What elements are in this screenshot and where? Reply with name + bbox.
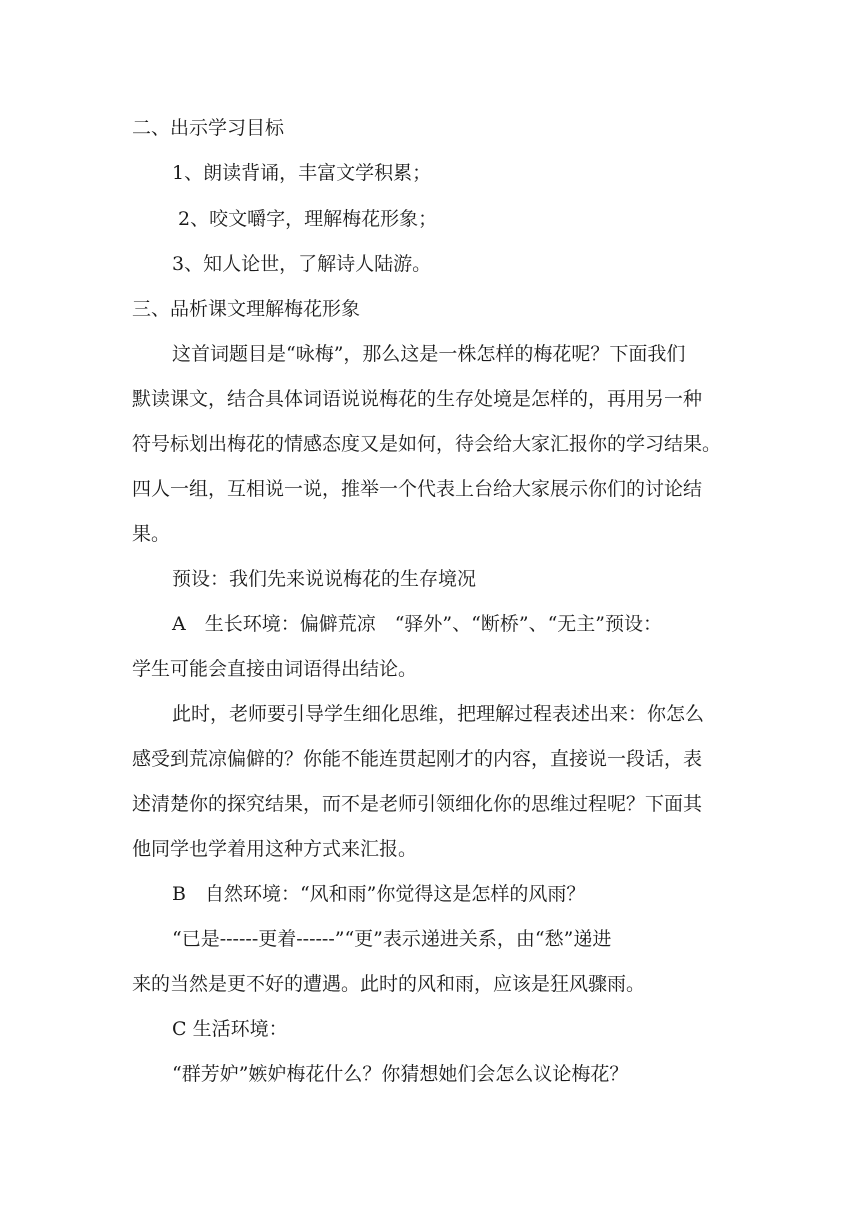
paragraph-line: “群芳妒”嫉妒梅花什么？你猜想她们会怎么议论梅花？ xyxy=(172,1063,629,1085)
paragraph-line: 这首词题目是“咏梅”，那么这是一株怎样的梅花呢？下面我们 xyxy=(172,343,686,365)
paragraph-line: 感受到荒凉偏僻的？你能不能连贯起刚才的内容，直接说一段话，表 xyxy=(132,748,703,770)
environment-c-line: C 生活环境： xyxy=(172,1018,288,1040)
environment-b-line: B 自然环境：“风和雨”你觉得这是怎样的风雨？ xyxy=(172,883,586,905)
paragraph-line: 符号标划出梅花的情感态度又是如何，待会给大家汇报你的学习结果。 xyxy=(132,433,722,455)
objective-item-2: 2、咬文嚼字，理解梅花形象； xyxy=(178,208,438,230)
paragraph-line: 他同学也学着用这种方式来汇报。 xyxy=(132,838,418,860)
environment-a-line: A 生长环境：偏僻荒凉 “驿外”、“断桥”、“无主”预设： xyxy=(172,613,663,635)
objective-item-1: 1、朗读背诵，丰富文学积累； xyxy=(172,162,432,184)
paragraph-line: 默读课文，结合具体词语说说梅花的生存处境是怎样的，再用另一种 xyxy=(132,388,703,410)
preset-line: 预设：我们先来说说梅花的生存境况 xyxy=(172,568,477,590)
paragraph-line: “已是------更着------”“更”表示递进关系，由“愁”递进 xyxy=(172,928,612,950)
paragraph-line: 果。 xyxy=(132,523,171,545)
paragraph-line: 学生可能会直接由词语得出结论。 xyxy=(132,658,418,680)
section-heading-3: 三、品析课文理解梅花形象 xyxy=(132,298,361,320)
paragraph-line: 述清楚你的探究结果，而不是老师引领细化你的思维过程呢？下面其 xyxy=(132,793,703,815)
objective-item-3: 3、知人论世，了解诗人陆游。 xyxy=(172,253,432,275)
paragraph-line: 此时，老师要引导学生细化思维，把理解过程表述出来：你怎么 xyxy=(172,703,705,725)
paragraph-line: 四人一组，互相说一说，推举一个代表上台给大家展示你们的讨论结 xyxy=(132,478,703,500)
paragraph-line: 来的当然是更不好的遭遇。此时的风和雨，应该是狂风骤雨。 xyxy=(132,973,646,995)
section-heading-2: 二、出示学习目标 xyxy=(132,117,285,139)
